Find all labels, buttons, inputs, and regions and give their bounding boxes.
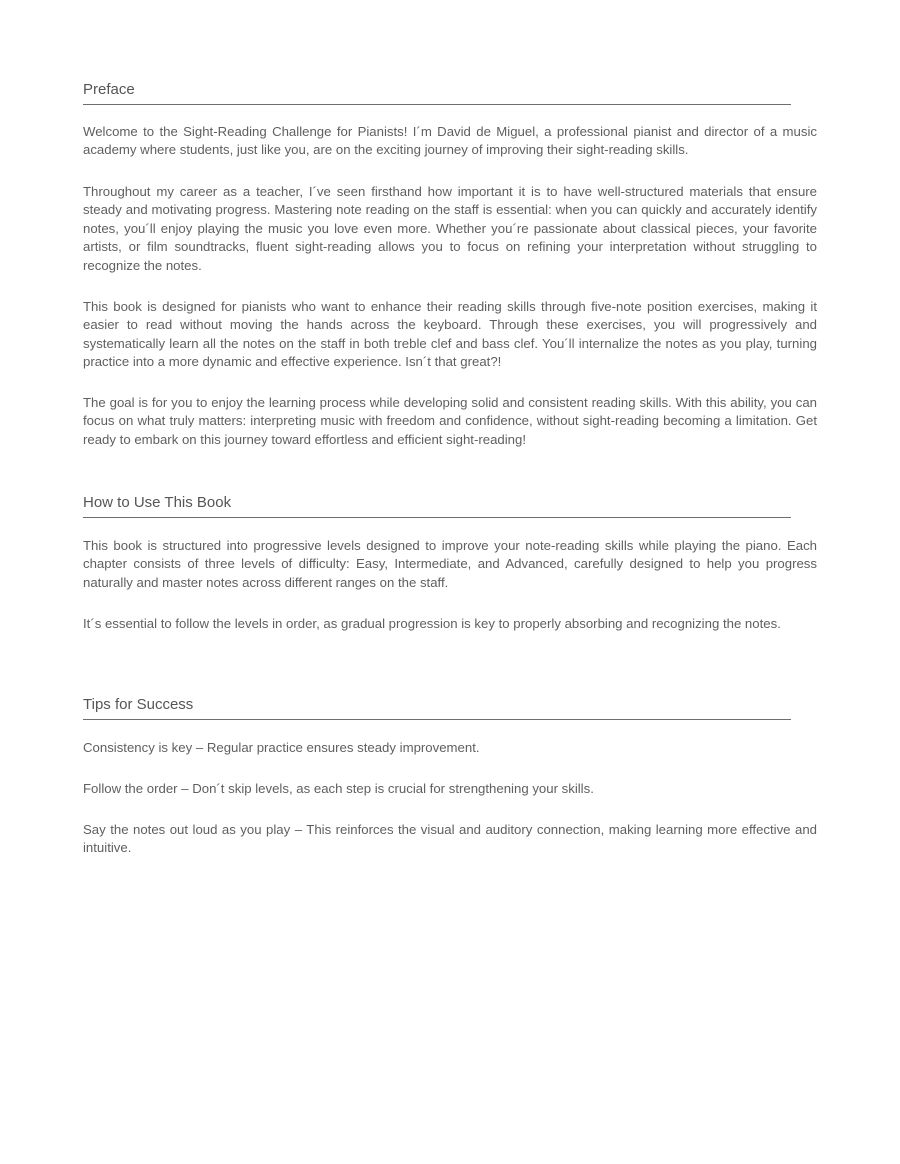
preface-paragraph: Throughout my career as a teacher, I´ve seen firsthand how important it is to have well-structured materials that ensure steady and motivating progress. Mastering note reading on the staff is essential: when you can quickly and accurately identify notes, you´ll enjoy playing the music you love even more. Whether you´re passionate about classical pieces, your favorite artists, or film soundtracks, fluent sight-reading allows you to focus on refining your interpretation without struggling to recognize the notes. <box>83 184 817 273</box>
preface-paragraph: Welcome to the Sight-Reading Challenge for Pianists! I´m David de Miguel, a professional pianist and director of a music academy where students, just like you, are on the exciting journey of improving their sight-reading skills. <box>83 124 817 158</box>
how-to-use-paragraph: It´s essential to follow the levels in order, as gradual progression is key to properly absorbing and recognizing the notes. <box>83 616 781 631</box>
section-title-tips: Tips for Success <box>83 696 791 720</box>
section-title-how-to-use: How to Use This Book <box>83 494 791 518</box>
how-to-use-paragraph: This book is structured into progressive levels designed to improve your note-reading skills while playing the piano. Each chapter consists of three levels of difficulty: Easy, Intermediate, and Advanced, carefully designed to help you progress naturally and master notes across different ranges on the staff. <box>83 538 817 590</box>
tips-section <box>83 696 817 720</box>
tip-item: Consistency is key – Regular practice ensures steady improvement. <box>83 740 480 755</box>
tip-item: Follow the order – Don´t skip levels, as each step is crucial for strengthening your skills. <box>83 781 594 796</box>
preface-section <box>83 81 817 105</box>
tip-item: Say the notes out loud as you play – This reinforces the visual and auditory connection, making learning more effective and intuitive. <box>83 822 817 856</box>
preface-paragraph: The goal is for you to enjoy the learning process while developing solid and consistent reading skills. With this ability, you can focus on what truly matters: interpreting music with freedom and confidence, without sight-reading becoming a limitation. Get ready to embark on this journey toward effortless and efficient sight-reading! <box>83 395 817 447</box>
preface-paragraph: This book is designed for pianists who want to enhance their reading skills through five-note position exercises, making it easier to read without moving the hands across the keyboard. Through these exercises, you will progressively and systematically learn all the notes on the staff in both treble clef and bass clef. You´ll internalize the notes as you play, turning practice into a more dynamic and effective experience. Isn´t that great?! <box>83 299 817 370</box>
how-to-use-section <box>83 494 817 518</box>
section-title-preface: Preface <box>83 81 791 105</box>
